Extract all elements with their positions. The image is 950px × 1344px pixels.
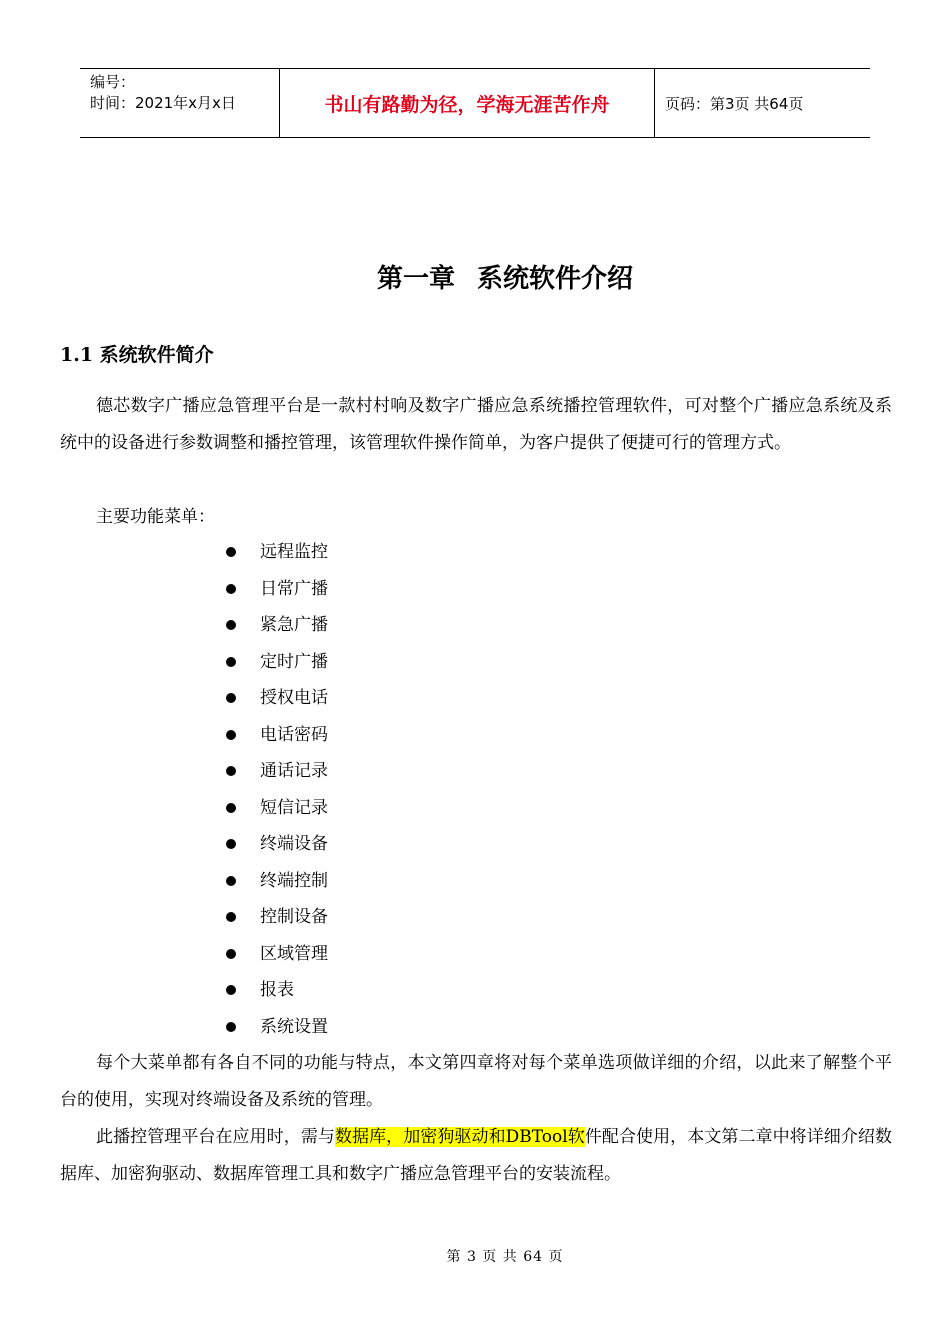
chapter-heading <box>0 258 950 295</box>
bullet-icon <box>226 620 236 630</box>
features-note-paragraph: 每个大菜单都有各自不同的功能与特点，本文第四章将对每个菜单选项做详细的介绍，以此来了解整个平台的使用，实现对终端设备及系统的管理。 <box>60 1053 892 1110</box>
menu-list-item <box>226 1009 328 1046</box>
menu-list-item <box>226 972 328 1009</box>
usage-text-post: 件配合使用，本文第二章中将详细介绍数据库、加密狗驱动、数据库管理工具和数字广播应急管理平台的安装流程。 <box>60 1127 893 1184</box>
header-meta <box>80 69 280 137</box>
menu-item-label: 电话密码 <box>260 724 328 745</box>
menu-list-item <box>226 899 328 936</box>
header-number-label: 编号： <box>90 73 136 91</box>
bullet-icon <box>226 912 236 922</box>
menu-label: 主要功能菜单： <box>96 507 215 527</box>
menu-list-item <box>226 717 328 754</box>
usage-highlight: 数据库，加密狗驱动和DBTool软 <box>334 1127 585 1147</box>
intro-paragraph: 德芯数字广播应急管理平台是一款村村响及数字广播应急系统播控管理软件，可对整个广播应急系统及系统中的设备进行参数调整和播控管理，该管理软件操作简单，为客户提供了便捷可行的管理方式。 <box>60 396 892 453</box>
section-heading: 1.1 系统软件简介 <box>60 344 214 366</box>
menu-item-label: 授权电话 <box>260 688 328 708</box>
bullet-icon <box>226 657 236 667</box>
chapter-title: 系统软件介绍 <box>477 264 634 294</box>
menu-item-label: 定时广播 <box>260 651 328 672</box>
usage-paragraph <box>60 1119 892 1193</box>
menu-item-label: 区域管理 <box>260 943 328 964</box>
menu-item-label: 控制设备 <box>260 907 328 927</box>
menu-item-label: 远程监控 <box>260 542 328 562</box>
menu-list-item <box>226 753 328 790</box>
menu-list-item <box>226 607 328 644</box>
menu-list-item <box>226 644 328 681</box>
menu-item-label: 报表 <box>260 980 294 1000</box>
bullet-icon <box>226 839 236 849</box>
bullet-icon <box>226 547 236 557</box>
menu-item-label: 终端设备 <box>260 834 328 854</box>
feature-menu-list <box>226 534 328 1045</box>
header-motto: 书山有路勤为径，学海无涯苦作舟 <box>280 69 655 137</box>
menu-list-item <box>226 790 328 827</box>
bullet-icon <box>226 985 236 995</box>
menu-item-label: 系统设置 <box>260 1016 328 1037</box>
bullet-icon <box>226 876 236 886</box>
chapter-number: 第一章 <box>376 264 455 294</box>
bullet-icon <box>226 949 236 959</box>
bullet-icon <box>226 766 236 776</box>
menu-list-item <box>226 680 328 717</box>
bullet-icon <box>226 693 236 703</box>
menu-list-item <box>226 571 328 608</box>
header-page-info: 页码：第3页 共64页 <box>665 94 804 113</box>
bullet-icon <box>226 803 236 813</box>
menu-item-label: 紧急广播 <box>260 615 328 635</box>
menu-item-label: 通话记录 <box>260 761 328 781</box>
menu-item-label: 终端控制 <box>260 870 328 891</box>
usage-text-pre: 此播控管理平台在应用时，需与 <box>96 1127 335 1147</box>
page-header <box>80 68 870 138</box>
bullet-icon <box>226 1022 236 1032</box>
bullet-icon <box>226 584 236 594</box>
bullet-icon <box>226 730 236 740</box>
page-footer: 第 3 页 共 64 页 <box>446 1249 564 1265</box>
menu-item-label: 日常广播 <box>260 578 328 599</box>
menu-list-item <box>226 826 328 863</box>
menu-item-label: 短信记录 <box>260 797 328 818</box>
menu-list-item <box>226 936 328 973</box>
header-time-label: 时间：2021年x月x日 <box>90 94 236 112</box>
menu-list-item <box>226 534 328 571</box>
menu-list-item <box>226 863 328 900</box>
